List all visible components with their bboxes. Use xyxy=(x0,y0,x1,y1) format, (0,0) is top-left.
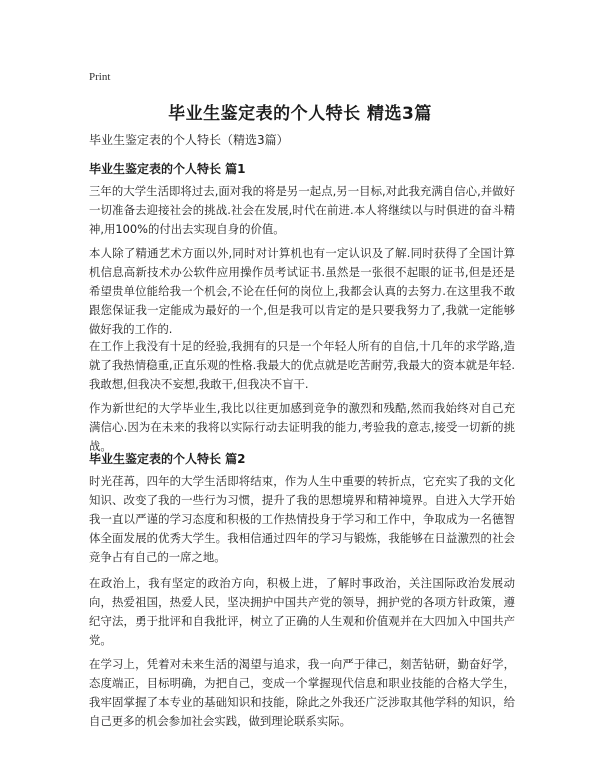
section-heading: 毕业生鉴定表的个人特长 篇1 xyxy=(89,162,246,176)
paragraph: 在政治上，我有坚定的政治方向，积极上进，了解时事政治，关注国际政治发展动向，热爱祖国，热爱人民，坚决拥护中国共产党的领导，拥护党的各项方针政策，遵纪守法，勇于批评和自我批评，树立了正确的人生观和价值观并在大四加入中国共产党。 xyxy=(89,576,515,647)
paragraph: 本人除了精通艺术方面以外,同时对计算机也有一定认识及了解.同时获得了全国计算机信息高新技术办公软件应用操作员考试证书.虽然是一张很不起眼的证书,但是还是希望贵单位能给我一个机会,不论在任何的岗位上,我都会认真的去努力.在这里我不敢跟您保证我一定能成为最好的一个,但是我可以肯定的是只要我努力了,我就一定能够做好我的工作的. xyxy=(89,246,515,336)
paragraph: 三年的大学生活即将过去,面对我的将是另一起点,另一目标,对此我充满自信心,并做好一切准备去迎接社会的挑战.社会在发展,时代在前进.本人将继续以与时俱进的奋斗精神,用100%的付出去实现自身的价值。 xyxy=(89,184,515,236)
document-subtitle: 毕业生鉴定表的个人特长（精选3篇） xyxy=(89,133,289,147)
print-label: Print xyxy=(89,71,111,83)
document-title: 毕业生鉴定表的个人特长 精选3篇 xyxy=(168,104,432,124)
paragraph: 时光荏苒，四年的大学生活即将结束，作为人生中重要的转折点，它充实了我的文化知识、改变了我的一些行为习惯，提升了我的思想境界和精神境界。自进入大学开始我一直以严谨的学习态度和积极的工作热情投身于学习和工作中，争取成为一名德智体全面发展的优秀大学生。我相信通过四年的学习与锻炼，我能够在日益激烈的社会竞争占有自己的一席之地。 xyxy=(89,474,515,564)
paragraph: 在学习上，凭着对未来生活的渴望与追求，我一向严于律己，刻苦钻研，勤奋好学，态度端正，目标明确，为把自己，变成一个掌握现代信息和职业技能的合格大学生，我牢固掌握了本专业的基础知识和技能，除此之外我还广泛涉取其他学科的知识，给自己更多的机会参加社会实践，做到理论联系实际。 xyxy=(89,657,515,728)
section-heading: 毕业生鉴定表的个人特长 篇2 xyxy=(89,452,246,466)
paragraph: 作为新世纪的大学毕业生,我比以往更加感到竞争的激烈和残酷,然而我始终对自己充满信心.因为在未来的我将以实际行动去证明我的能力,考验我的意志,接受一切新的挑战。 xyxy=(89,401,515,453)
paragraph: 在工作上我没有十足的经验,我拥有的只是一个年轻人所有的自信,十几年的求学路,造就了我热情稳重,正直乐观的性格.我最大的优点就是吃苦耐劳,我最大的资本就是年轻.我敢想,但我决不妄想,我敢干,但我决不盲干. xyxy=(89,339,515,391)
